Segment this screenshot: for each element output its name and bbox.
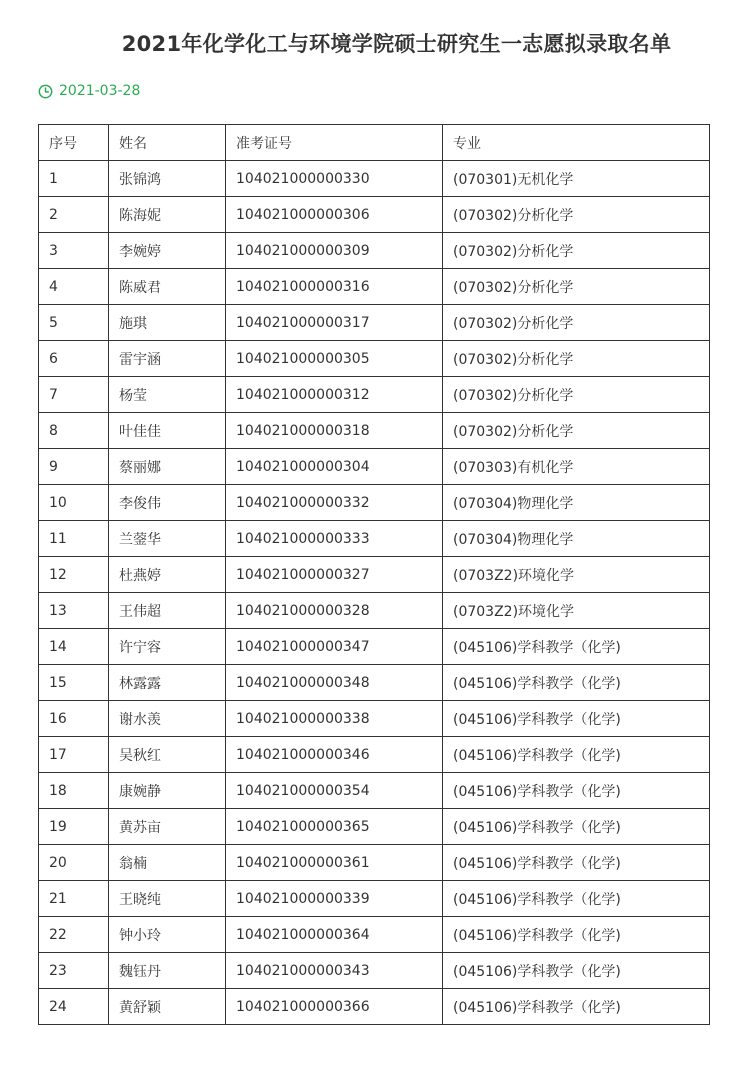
header-seq: 序号 xyxy=(39,125,109,161)
cell-major: (045106)学科教学（化学) xyxy=(443,881,710,917)
cell-name: 施琪 xyxy=(109,305,226,341)
table-row xyxy=(39,701,710,737)
table-row xyxy=(39,233,710,269)
cell-seq: 7 xyxy=(39,377,109,413)
cell-exam-number: 104021000000346 xyxy=(226,737,443,773)
cell-exam-number: 104021000000317 xyxy=(226,305,443,341)
cell-major: (070302)分析化学 xyxy=(443,377,710,413)
cell-major: (070302)分析化学 xyxy=(443,305,710,341)
table-row xyxy=(39,881,710,917)
table-row xyxy=(39,521,710,557)
cell-major: (070302)分析化学 xyxy=(443,233,710,269)
cell-seq: 16 xyxy=(39,701,109,737)
cell-exam-number: 104021000000366 xyxy=(226,989,443,1025)
cell-seq: 1 xyxy=(39,161,109,197)
cell-exam-number: 104021000000309 xyxy=(226,233,443,269)
cell-seq: 8 xyxy=(39,413,109,449)
header-major: 专业 xyxy=(443,125,710,161)
cell-major: (070302)分析化学 xyxy=(443,269,710,305)
cell-seq: 9 xyxy=(39,449,109,485)
publish-date xyxy=(38,82,140,100)
cell-exam-number: 104021000000361 xyxy=(226,845,443,881)
table-row xyxy=(39,485,710,521)
cell-major: (045106)学科教学（化学) xyxy=(443,737,710,773)
cell-exam-number: 104021000000328 xyxy=(226,593,443,629)
cell-major: (045106)学科教学（化学) xyxy=(443,917,710,953)
cell-name: 杨莹 xyxy=(109,377,226,413)
cell-exam-number: 104021000000330 xyxy=(226,161,443,197)
cell-seq: 18 xyxy=(39,773,109,809)
table-row xyxy=(39,809,710,845)
cell-seq: 24 xyxy=(39,989,109,1025)
clock-icon xyxy=(38,84,53,99)
cell-major: (0703Z2)环境化学 xyxy=(443,557,710,593)
table-row xyxy=(39,413,710,449)
cell-exam-number: 104021000000327 xyxy=(226,557,443,593)
page-title: 2021年化学化工与环境学院硕士研究生一志愿拟录取名单 xyxy=(121,32,672,56)
cell-name: 李俊伟 xyxy=(109,485,226,521)
table-row xyxy=(39,341,710,377)
table-row xyxy=(39,773,710,809)
cell-exam-number: 104021000000312 xyxy=(226,377,443,413)
cell-name: 李婉婷 xyxy=(109,233,226,269)
table-row xyxy=(39,449,710,485)
cell-seq: 3 xyxy=(39,233,109,269)
table-row xyxy=(39,377,710,413)
cell-name: 雷宇涵 xyxy=(109,341,226,377)
table-row xyxy=(39,917,710,953)
cell-exam-number: 104021000000318 xyxy=(226,413,443,449)
cell-major: (070304)物理化学 xyxy=(443,485,710,521)
cell-exam-number: 104021000000333 xyxy=(226,521,443,557)
cell-seq: 6 xyxy=(39,341,109,377)
cell-seq: 10 xyxy=(39,485,109,521)
cell-exam-number: 104021000000365 xyxy=(226,809,443,845)
cell-name: 杜燕婷 xyxy=(109,557,226,593)
cell-major: (070302)分析化学 xyxy=(443,413,710,449)
cell-seq: 20 xyxy=(39,845,109,881)
cell-exam-number: 104021000000348 xyxy=(226,665,443,701)
publish-date-text: 2021-03-28 xyxy=(59,83,141,99)
table-row xyxy=(39,269,710,305)
cell-major: (045106)学科教学（化学) xyxy=(443,953,710,989)
table-row xyxy=(39,845,710,881)
table-row xyxy=(39,161,710,197)
cell-major: (070301)无机化学 xyxy=(443,161,710,197)
cell-seq: 22 xyxy=(39,917,109,953)
table-row xyxy=(39,305,710,341)
cell-seq: 5 xyxy=(39,305,109,341)
cell-seq: 13 xyxy=(39,593,109,629)
admission-table xyxy=(38,124,710,1025)
cell-name: 黄舒颖 xyxy=(109,989,226,1025)
cell-exam-number: 104021000000304 xyxy=(226,449,443,485)
cell-exam-number: 104021000000316 xyxy=(226,269,443,305)
cell-major: (070303)有机化学 xyxy=(443,449,710,485)
cell-seq: 19 xyxy=(39,809,109,845)
cell-name: 陈海妮 xyxy=(109,197,226,233)
cell-seq: 14 xyxy=(39,629,109,665)
cell-name: 张锦鸿 xyxy=(109,161,226,197)
table-row xyxy=(39,557,710,593)
cell-major: (045106)学科教学（化学) xyxy=(443,809,710,845)
cell-exam-number: 104021000000339 xyxy=(226,881,443,917)
cell-exam-number: 104021000000332 xyxy=(226,485,443,521)
cell-name: 兰蓥华 xyxy=(109,521,226,557)
cell-major: (045106)学科教学（化学) xyxy=(443,701,710,737)
cell-name: 吴秋红 xyxy=(109,737,226,773)
cell-seq: 2 xyxy=(39,197,109,233)
cell-seq: 12 xyxy=(39,557,109,593)
cell-name: 陈威君 xyxy=(109,269,226,305)
table-header-row xyxy=(39,125,710,161)
header-name: 姓名 xyxy=(109,125,226,161)
cell-exam-number: 104021000000305 xyxy=(226,341,443,377)
cell-exam-number: 104021000000364 xyxy=(226,917,443,953)
table-row xyxy=(39,593,710,629)
table-row xyxy=(39,197,710,233)
cell-name: 叶佳佳 xyxy=(109,413,226,449)
cell-major: (045106)学科教学（化学) xyxy=(443,773,710,809)
cell-major: (045106)学科教学（化学) xyxy=(443,845,710,881)
cell-major: (045106)学科教学（化学) xyxy=(443,665,710,701)
table-row xyxy=(39,629,710,665)
cell-name: 王晓纯 xyxy=(109,881,226,917)
cell-major: (070302)分析化学 xyxy=(443,197,710,233)
cell-exam-number: 104021000000347 xyxy=(226,629,443,665)
header-exam-number: 准考证号 xyxy=(226,125,443,161)
cell-seq: 15 xyxy=(39,665,109,701)
cell-seq: 23 xyxy=(39,953,109,989)
cell-name: 林露露 xyxy=(109,665,226,701)
cell-name: 王伟超 xyxy=(109,593,226,629)
table-row xyxy=(39,989,710,1025)
cell-exam-number: 104021000000306 xyxy=(226,197,443,233)
cell-major: (0703Z2)环境化学 xyxy=(443,593,710,629)
cell-seq: 4 xyxy=(39,269,109,305)
cell-name: 蔡丽娜 xyxy=(109,449,226,485)
cell-name: 钟小玲 xyxy=(109,917,226,953)
cell-name: 黄苏亩 xyxy=(109,809,226,845)
table-row xyxy=(39,953,710,989)
cell-name: 康婉静 xyxy=(109,773,226,809)
cell-major: (070304)物理化学 xyxy=(443,521,710,557)
cell-major: (045106)学科教学（化学) xyxy=(443,989,710,1025)
cell-exam-number: 104021000000354 xyxy=(226,773,443,809)
cell-seq: 17 xyxy=(39,737,109,773)
cell-major: (070302)分析化学 xyxy=(443,341,710,377)
admission-table-body xyxy=(39,125,710,1025)
cell-exam-number: 104021000000338 xyxy=(226,701,443,737)
cell-seq: 11 xyxy=(39,521,109,557)
table-row xyxy=(39,665,710,701)
cell-name: 许宁容 xyxy=(109,629,226,665)
cell-exam-number: 104021000000343 xyxy=(226,953,443,989)
cell-seq: 21 xyxy=(39,881,109,917)
cell-name: 谢水羡 xyxy=(109,701,226,737)
cell-major: (045106)学科教学（化学) xyxy=(443,629,710,665)
table-row xyxy=(39,737,710,773)
cell-name: 翁楠 xyxy=(109,845,226,881)
cell-name: 魏钰丹 xyxy=(109,953,226,989)
